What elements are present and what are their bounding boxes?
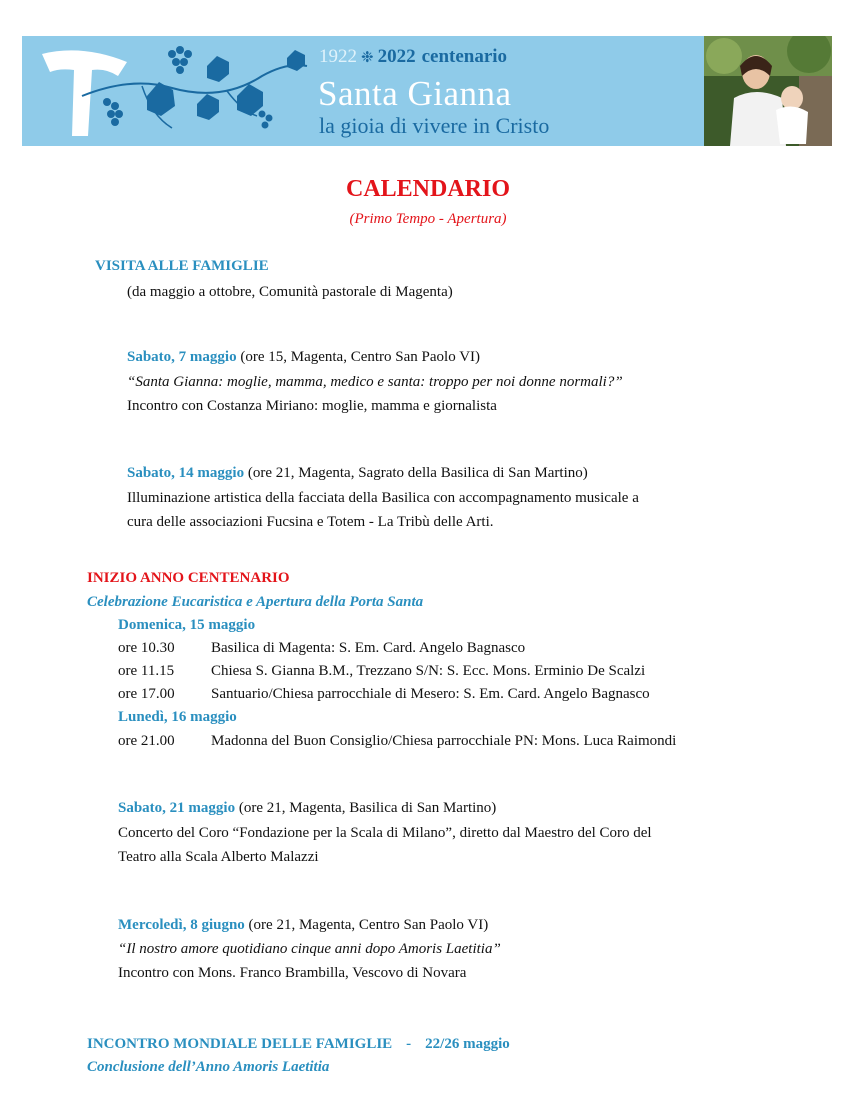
schedule-time: ore 21.00 bbox=[118, 733, 175, 749]
inizio-subheading: Celebrazione Eucaristica e Apertura della Porta Santa bbox=[87, 594, 424, 610]
event-date: Sabato, 14 maggio bbox=[127, 465, 245, 481]
event-date: Mercoledì, 8 giugno bbox=[118, 917, 245, 933]
event-quote: “Il nostro amore quotidiano cinque anni dopo Amoris Laetitia” bbox=[118, 941, 501, 957]
event-description: Teatro alla Scala Alberto Malazzi bbox=[118, 849, 319, 865]
schedule-text: Chiesa S. Gianna B.M., Trezzano S/N: S. Ecc. Mons. Erminio De Scalzi bbox=[211, 663, 646, 679]
event-description: cura delle associazioni Fucsina e Totem - La Tribù delle Arti. bbox=[127, 514, 494, 530]
star-separator-icon: ❉ bbox=[361, 50, 374, 66]
schedule-time: ore 11.15 bbox=[118, 663, 175, 679]
event-date: Sabato, 7 maggio bbox=[127, 349, 237, 365]
visita-heading: VISITA ALLE FAMIGLIE bbox=[95, 258, 269, 274]
event-description: Concerto del Coro “Fondazione per la Scala di Milano”, diretto dal Maestro del Coro del bbox=[118, 825, 652, 841]
event-7-maggio-header bbox=[127, 346, 480, 368]
event-description: Incontro con Mons. Franco Brambilla, Vescovo di Novara bbox=[118, 965, 467, 981]
event-date: Sabato, 21 maggio bbox=[118, 800, 236, 816]
incontro-subheading: Conclusione dell’Anno Amoris Laetitia bbox=[87, 1059, 330, 1075]
page-subtitle: (Primo Tempo - Apertura) bbox=[349, 211, 507, 227]
event-21-maggio-header bbox=[118, 797, 496, 819]
centenary-line bbox=[319, 46, 507, 68]
incontro-heading bbox=[87, 1033, 510, 1055]
header-banner bbox=[22, 36, 832, 146]
incontro-sep: - bbox=[406, 1036, 412, 1052]
schedule-time: ore 10.30 bbox=[118, 640, 175, 656]
vine-decoration-icon bbox=[22, 36, 322, 146]
inizio-heading: INIZIO ANNO CENTENARIO bbox=[87, 570, 290, 586]
schedule-text: Santuario/Chiesa parrocchiale di Mesero: S. Em. Card. Angelo Bagnasco bbox=[211, 686, 650, 702]
banner-title: Santa Gianna bbox=[318, 74, 512, 113]
schedule-row bbox=[118, 730, 676, 752]
saint-photo bbox=[704, 36, 832, 146]
incontro-title: INCONTRO MONDIALE DELLE FAMIGLIE bbox=[87, 1036, 393, 1052]
event-place: (ore 21, Magenta, Sagrato della Basilica di San Martino) bbox=[244, 465, 588, 481]
event-place: (ore 15, Magenta, Centro San Paolo VI) bbox=[236, 349, 481, 365]
year-end: 2022 bbox=[377, 46, 416, 67]
event-quote: “Santa Gianna: moglie, mamma, medico e santa: troppo per noi donne normali?” bbox=[127, 374, 623, 390]
visita-details: (da maggio a ottobre, Comunità pastorale di Magenta) bbox=[127, 284, 453, 300]
incontro-dates: 22/26 maggio bbox=[425, 1036, 510, 1052]
event-place: (ore 21, Magenta, Basilica di San Martino) bbox=[235, 800, 497, 816]
event-place: (ore 21, Magenta, Centro San Paolo VI) bbox=[244, 917, 489, 933]
portrait-photo-icon bbox=[704, 36, 832, 146]
event-14-maggio-header bbox=[127, 462, 588, 484]
day-date: Domenica, 15 maggio bbox=[118, 617, 256, 633]
schedule-row bbox=[118, 637, 525, 659]
centenary-label: centenario bbox=[421, 46, 508, 67]
schedule-text: Madonna del Buon Consiglio/Chiesa parrocchiale PN: Mons. Luca Raimondi bbox=[211, 733, 677, 749]
event-8-giugno-header bbox=[118, 914, 488, 936]
schedule-row bbox=[118, 683, 650, 705]
year-start: 1922 bbox=[319, 46, 357, 67]
schedule-time: ore 17.00 bbox=[118, 686, 175, 702]
banner-subtitle: la gioia di vivere in Cristo bbox=[319, 113, 550, 138]
schedule-text: Basilica di Magenta: S. Em. Card. Angelo Bagnasco bbox=[211, 640, 526, 656]
page-title: CALENDARIO bbox=[345, 176, 510, 202]
day-date: Lunedì, 16 maggio bbox=[118, 709, 237, 725]
event-description: Incontro con Costanza Miriano: moglie, mamma e giornalista bbox=[127, 398, 497, 414]
schedule-row bbox=[118, 660, 645, 682]
event-description: Illuminazione artistica della facciata della Basilica con accompagnamento musicale a bbox=[127, 490, 639, 506]
